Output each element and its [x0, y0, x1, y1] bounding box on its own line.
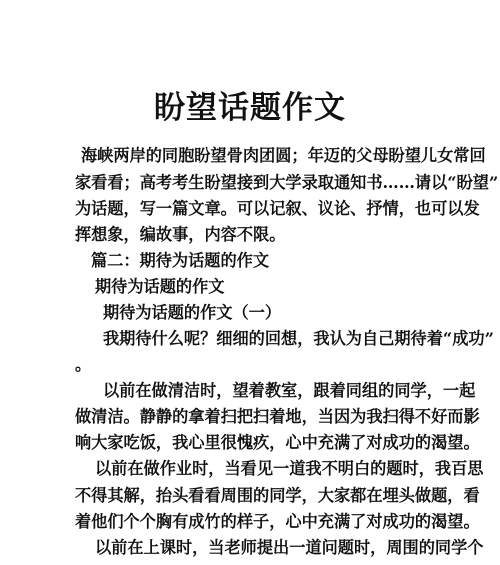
- paragraph-line: 挥想象，编故事，内容不限。: [75, 225, 286, 244]
- paragraph-line: 不得其解，抬头看看周围的同学，大家都在埋头做题，看: [75, 486, 480, 505]
- paragraph-line: 以前在做作业时，当看见一道我不明白的题时，我百思: [95, 459, 484, 478]
- paragraph-line: 家看看；高考考生盼望接到大学录取通知书……请以“盼望”: [75, 173, 499, 192]
- document-title: 盼望话题作文: [154, 90, 346, 126]
- paragraph-line: 为话题，写一篇文章。可以记叙、议论、抒情，也可以发: [75, 199, 480, 218]
- section-heading: 篇二：期待为话题的作文: [91, 251, 270, 270]
- paragraph-line: 海峡两岸的同胞盼望骨肉团圆；年迈的父母盼望儿女常回: [81, 146, 486, 165]
- paragraph-line: 响大家吃饭，我心里很愧疚，心中充满了对成功的渴望。: [75, 433, 480, 452]
- paragraph-line: 着他们个个胸有成竹的样子，心中充满了对成功的渴望。: [75, 512, 480, 531]
- paragraph-line: 我期待什么呢？细细的回想，我认为自己期待着“成功”: [103, 329, 494, 348]
- subheading: 期待为话题的作文: [95, 277, 225, 296]
- paragraph-line: 。: [75, 355, 92, 374]
- subheading: 期待为话题的作文（一）: [103, 303, 282, 322]
- paragraph-line: 以前在做清洁时，望着教室，跟着同组的同学，一起: [103, 381, 476, 400]
- paragraph-line: 做清洁。静静的拿着扫把扫着地，当因为我扫得不好而影: [75, 407, 480, 426]
- paragraph-line: 以前在上课时，当老师提出一道问题时，周围的同学个: [95, 538, 484, 557]
